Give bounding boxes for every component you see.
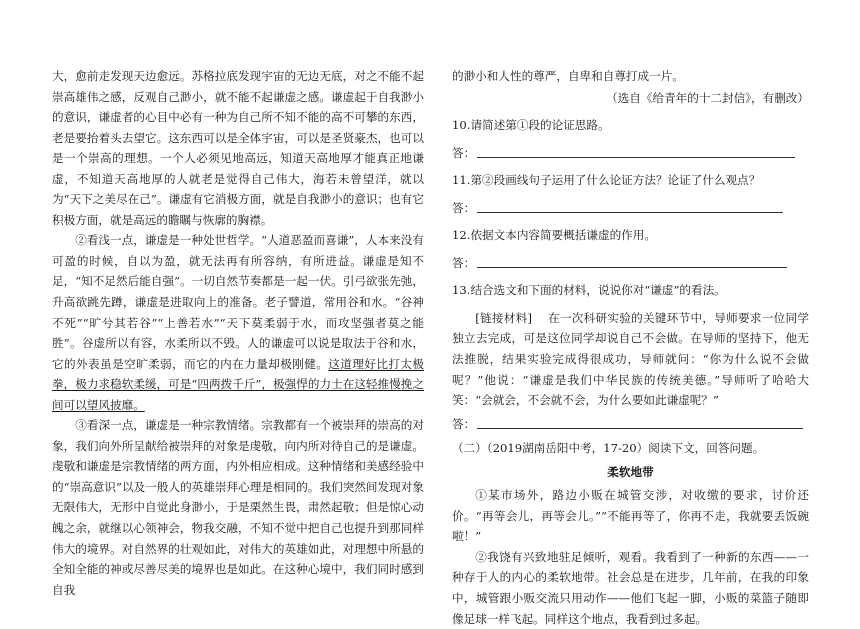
question-12: 12.依据文本内容简要概括谦虚的作用。 xyxy=(452,228,656,243)
paragraph-2-text: ②看浅一点，谦虚是一种处世哲学。“人道恶盈而喜谦”，人本来没有可盈的时候，自以为盈，就无法再有所容纳，有所进益。谦虚是知不足，“知不足然后能自强”。一切自然节奏都是一起一伏。引弓欲张先弛，升高欲跳先蹲，谦虚是进取向上的准备。老子譬道，常用谷和水。“谷神不死”“旷兮其若谷”“上善若水”“天下莫柔弱于水，而攻坚强者莫之能胜”。谷虚所以有容，水柔所以不毁。人的谦虚可以说是取法于谷和水，它的外表虽是空旷柔弱，而它的内在力量却极刚健。 xyxy=(52,233,424,371)
paragraph-3: ③看深一点，谦虚是一种宗教情绪。宗教都有一个被崇拜的崇高的对象，我们向外所呈献给被崇拜的对象是虔敬，向内所对待自己的是谦虚。虔敬和谦虚是宗教情绪的两方面，内外相应相成。这种情绪和美感经验中的“崇高意识”以及一般人的英雄崇拜心理是相同的。我们突然间发现对象无限伟大，无形中自觉此身渺小，于是栗然生畏，肃然起敬；但是惊心动魄之余，就继以心领神会，物我交融，不知不觉中把自己也提升到那同样伟大的境界。对自然界的壮观如此，对伟大的英雄如此，对理想中所悬的全知全能的神或尽善尽美的境界也是如此。在这种心境中，我们同时感到自我 xyxy=(52,418,424,597)
answer-line xyxy=(477,200,783,213)
underlined-sentence: 这道理好比打太极拳，极力求稳软柔缓，可是“四两拨千斤”，极强悍的力士在这轻推慢挽之间可以望风披靡。 xyxy=(52,356,424,412)
section-2-heading: （二）（2019湖南岳阳中考，17-20）阅读下文，回答问题。 xyxy=(452,441,765,456)
answer-13 xyxy=(452,414,809,435)
answer-10 xyxy=(452,143,809,164)
answer-label: 答： xyxy=(452,145,476,160)
paragraph-2 xyxy=(52,230,424,415)
answer-line xyxy=(477,145,795,158)
answer-line xyxy=(477,416,803,429)
question-10: 10.请简述第①段的论证思路。 xyxy=(452,118,610,133)
story-paragraph-2: ②我饶有兴致地驻足倾听，观看。我看到了一种新的东西——一种存于人的内心的柔软地带。社会总是在进步，几年前，在我的印象中，城管跟小贩交流只用动作——他们飞起一脚，小贩的菜篮子随即像足球一样飞起。同样这个地点，我看到过多起。 xyxy=(452,549,809,626)
left-column xyxy=(52,66,424,600)
answer-12 xyxy=(452,253,809,274)
answer-11 xyxy=(452,198,809,219)
material-label: [链接材料] xyxy=(475,310,533,325)
question-13: 13.结合选文和下面的材料，说说你对“谦虚”的看法。 xyxy=(452,283,726,298)
paragraph-continuation: 的渺小和人性的尊严，自卑和自尊打成一片。 xyxy=(452,69,684,83)
story-paragraph-1: ①某市场外，路边小贩在城管交涉，对收缴的要求，讨价还价。“再等会儿，再等会儿。”“不能再等了，你再不走，我就要丢饭碗啦！” xyxy=(452,488,809,544)
answer-label: 答： xyxy=(452,200,476,215)
source-citation: （选自《给青年的十二封信》，有删改） xyxy=(606,90,809,105)
material-text: 在一次科研实验的关键环节中，导师要求一位同学独立去完成，可是这位同学却说自己不会做。在导师的坚持下，他无法推脱，结果实验完成得很成功，导师就问：“你为什么说不会做呢？”他说：“谦虚是我们中华民族的传统美德。”导师听了哈哈大笑：“会就会，不会就不会，为什么要如此谦虚呢？” xyxy=(452,310,809,408)
answer-line xyxy=(477,255,787,268)
question-11: 11.第②段画线句子运用了什么论证方法？论证了什么观点？ xyxy=(452,173,761,188)
paragraph-1: 大，愈前走发现天边愈远。苏格拉底发现宇宙的无边无底，对之不能不起崇高雄伟之感，反观自己渺小，就不能不起谦虚之感。谦虚起于自我渺小的意识，谦虚者的心目中必有一种为自己所不知不能的高不可攀的东西，老是要抬着头去望它。这东西可以是全体宇宙，可以是圣贤豪杰，也可以是一个崇高的理想。一个人必须见地高远，知道天高地厚才能真正地谦虚，不知道天高地厚的人就老是觉得自己伟大，海若未曾望洋，就以为“天下之美尽在己”。谦虚有它消极方面，就是自我渺小的意识；也有它积极方面，就是高远的瞻瞩与恢廓的胸襟。 xyxy=(52,69,424,227)
right-column xyxy=(452,66,809,629)
story-title: 柔软地带 xyxy=(607,464,654,479)
answer-label: 答： xyxy=(452,416,476,431)
link-material xyxy=(452,308,809,411)
answer-label: 答： xyxy=(452,255,476,270)
